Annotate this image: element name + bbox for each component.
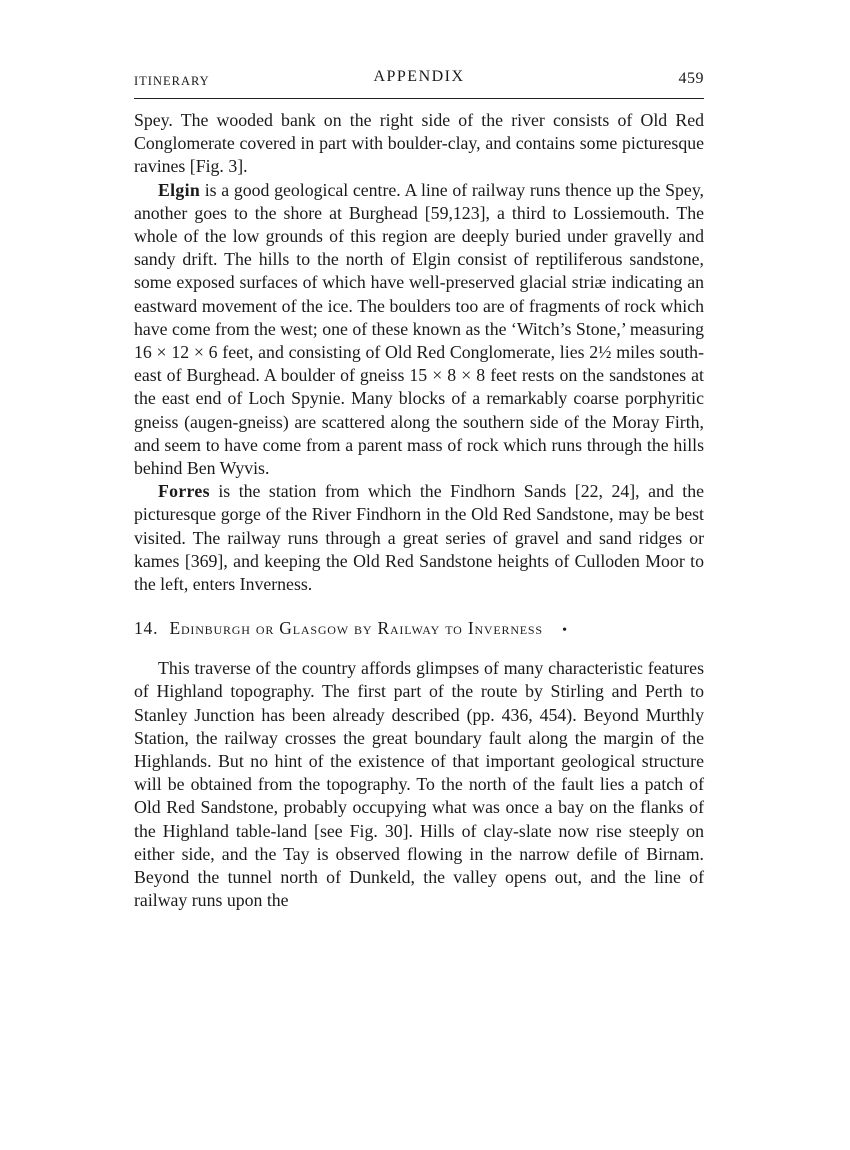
section-mark: • xyxy=(562,623,568,639)
paragraph-elgin xyxy=(134,179,704,481)
header-rule xyxy=(134,98,704,99)
page-number: 459 xyxy=(678,70,704,87)
place-name-elgin: Elgin xyxy=(158,179,201,200)
section-title: Edinburgh or Glasgow by Railway to Inverness xyxy=(169,618,543,639)
paragraph-spey: Spey. The wooded bank on the right side of the river consists of Old Red Conglomerate covered in part with boulder-clay, and contains some picturesque ravines [Fig. 3]. xyxy=(134,110,704,177)
section-number: 14. xyxy=(134,618,159,639)
section-heading xyxy=(134,618,704,639)
paragraph-forres xyxy=(134,480,704,596)
paragraph-elgin-text: is a good geological centre. A line of railway runs thence up the Spey, another goes to the shore at Burghead [59,123], a third to Lossiemouth. The whole of the low grounds of this region are deeply buried under gravelly and sandy drift. The hills to the north of Elgin consist of reptiliferous sandstone, some exposed surfaces of which have well-preserved glacial striæ indicating an eastward movement of the ice. The boulders too are of fragments of rock which have come from the west; one of these known as the ‘Witch’s Stone,’ measuring 16 × 12 × 6 feet, and consisting of Old Red Conglomerate, lies 2½ miles south-east of Burghead. A boulder of gneiss 15 × 8 × 8 feet rests on the sandstones at the east end of Loch Spynie. Many blocks of a remarkably coarse porphyritic gneiss (augen-gneiss) are scattered along the southern side of the Moray Firth, and seem to have come from a parent mass of rock which runs through the hills behind Ben Wyvis. xyxy=(134,179,704,479)
running-head-left: ITINERARY xyxy=(134,74,210,88)
place-name-forres: Forres xyxy=(158,481,210,502)
paragraph-traverse: This traverse of the country affords glimpses of many characteristic features of Highland topography. The first part of the route by Stirling and Perth to Stanley Junction has been already described (pp. 436, 454). Beyond Murthly Station, the railway crosses the great boundary fault along the margin of the Highlands. But no hint of the existence of that important geological structure will be obtained from the topography. To the north of the fault lies a patch of Old Red Sandstone, probably occupying what was once a bay on the flanks of the Highland table-land [see Fig. 30]. Hills of clay-slate now rise steeply on either side, and the Tay is observed flowing in the narrow defile of Birnam. Beyond the tunnel north of Dunkeld, the valley opens out, and the line of railway runs upon the xyxy=(134,658,704,911)
running-head-title: APPENDIX xyxy=(373,68,465,85)
running-head xyxy=(134,68,704,94)
paragraph-forres-text: is the station from which the Findhorn Sands [22, 24], and the picturesque gorge of the River Findhorn in the Old Red Sandstone, may be best visited. The railway runs through a great series of gravel and sand ridges or kames [369], and keeping the Old Red Sandstone heights of Culloden Moor to the left, enters Inverness. xyxy=(134,481,704,595)
book-page xyxy=(134,68,704,913)
